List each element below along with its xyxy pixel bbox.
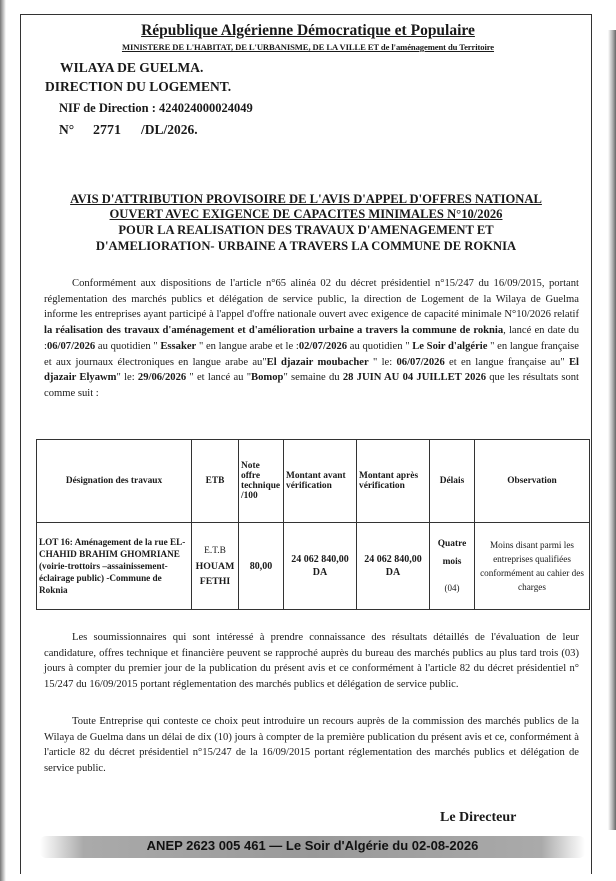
- intro-text-s: " et lancé au ": [186, 372, 252, 384]
- header-montant-apres: Montant après vérification: [357, 440, 430, 523]
- newspaper-essaker: Essaker: [160, 340, 197, 352]
- intro-text-e: au quotidien ": [95, 340, 161, 352]
- intro-date-3: 06/07/2026: [396, 356, 445, 368]
- wilaya-line: WILAYA DE GUELMA.: [60, 60, 204, 75]
- reference-line: [59, 122, 198, 139]
- republic-heading: République Algérienne Démocratique et Populaire: [141, 22, 475, 39]
- intro-text-c: , lancé en date du :: [44, 325, 580, 352]
- footer-publication: ANEP 2623 005 461 — Le Soir d'Algérie du 02-08-2026: [146, 838, 479, 853]
- intro-text-w: que les résultats sont comme suit :: [44, 372, 580, 399]
- header-montant-avant: Montant avant vérification: [284, 440, 357, 523]
- cell-montant-avant: 24 062 840,00 DA: [284, 523, 357, 610]
- notice-title-line-2: OUVERT AVEC EXIGENCE DE CAPACITES MINIMALES N°10/2026: [109, 207, 503, 221]
- intro-text-u: " semaine du: [283, 372, 343, 384]
- intro-text-o: et en langue française au": [444, 356, 569, 368]
- delai-number: (04): [444, 583, 460, 593]
- intro-text-g: " en langue arabe et le :: [196, 340, 299, 352]
- cell-montant-apres: 24 062 840,00 DA: [357, 523, 430, 610]
- header-delais: Délais: [430, 440, 475, 523]
- intro-week: 28 JUIN AU 04 JUILLET 2026: [342, 372, 486, 384]
- header-note: Note offre technique /100: [239, 440, 284, 523]
- table-row: [37, 523, 590, 610]
- delai-unit: mois: [442, 557, 462, 567]
- table-header-row: [37, 440, 590, 523]
- intro-date-1: 06/07/2026: [46, 340, 96, 352]
- cell-delais: [430, 523, 475, 610]
- scan-left-edge: [0, 0, 6, 881]
- etb-name-1: HOUAM: [195, 560, 235, 572]
- reference-number: 2771: [93, 123, 121, 138]
- intro-text-i: au quotidien ": [347, 340, 413, 352]
- etb-prefix: E.T.B: [204, 545, 226, 556]
- ministry-heading: MINISTERE DE L'HABITAT, DE L'URBANISME, DE LA VILLE ET de l'aménagement du Territoire: [121, 42, 495, 52]
- intro-date-4: 29/06/2026: [137, 372, 187, 384]
- intro-text-k: " en langue française et aux journaux électroniques en langue arabe au": [44, 340, 579, 368]
- cell-note: 80,00: [239, 523, 284, 610]
- notice-title-line-4: D'AMELIORATION- URBAINE A TRAVERS LA COMMUNE DE ROKNIA: [95, 239, 517, 253]
- signature-director: Le Directeur: [440, 810, 517, 825]
- newspaper-le-soir: Le Soir d'algérie: [412, 340, 488, 352]
- intro-paragraph: [44, 276, 579, 402]
- cell-etb: [192, 523, 239, 610]
- header-observation: Observation: [475, 440, 590, 523]
- cell-designation: LOT 16: Aménagement de la rue EL-CHAHID BRAHIM GHOMRIANE (voirie-trottoirs –assainissement-éclairage public) -Commune de Roknia: [37, 523, 192, 610]
- newspaper-el-djazair-elyawm: El djazair Elyawm: [44, 356, 579, 384]
- intro-text-m: " le:: [368, 356, 397, 368]
- appeal-paragraph: Toute Entreprise qui conteste ce choix peut introduire un recours auprès de la commission des marchés publics de la Wilaya de Guelma dans un délai de dix (10) jours à compter de la première publication du présent avis et ce, conformément à l'article 82 du décret présidentiel n°15/247 de la 16/09/2015 portant réglementation des marchés publics et délégation de service public.: [44, 716, 579, 775]
- results-table: [36, 439, 590, 610]
- header-etb: ETB: [192, 440, 239, 523]
- consultation-paragraph: Les soumissionnaires qui sont intéressé à prendre connaissance des résultats détaillés de l'évaluation de leur candidature, offres technique et financière peuvent se rapproché auprès du bureau des marchés publics au plus tard trois (03) jours à compter du premier jour de la publication du présent avis et ce conformément à l'article 82 du décret présidentiel n° 15/247 du 16/09/2015 portant réglementation des marchés publics et délégation de service public.: [44, 632, 579, 691]
- notice-title-line-3: POUR LA REALISATION DES TRAVAUX D'AMENAGEMENT ET: [118, 223, 494, 237]
- reference-label: N°: [59, 122, 75, 137]
- cell-observation: Moins disant parmi les entreprises qualifiées conformément au cahier des charges: [475, 523, 590, 610]
- notice-title-line-1: AVIS D'ATTRIBUTION PROVISOIRE DE L'AVIS D'APPEL D'OFFRES NATIONAL: [70, 192, 542, 206]
- delai-word: Quatre: [437, 539, 467, 549]
- reference-suffix: /DL/2026.: [141, 122, 198, 137]
- nif-line: NIF de Direction : 424024000024049: [59, 101, 253, 115]
- direction-line: DIRECTION DU LOGEMENT.: [45, 79, 232, 94]
- intro-subject: la réalisation des travaux d'aménagement et d'amélioration urbaine a travers la commune de roknia: [44, 325, 504, 337]
- intro-text-a: Conformément aux dispositions de l'article n°65 alinéa 02 du décret présidentiel n°15/247 du 16/09/2015, portant réglementation des marchés publics et délégation de service public, la direction de Logement de la Wilaya de Guelma informe les entreprises ayant participé à l'appel d'offre nationale ouvert avec exigence de capacité minimale N°10/2026 relatif: [44, 278, 579, 321]
- newspaper-el-djazair-moubacher: El djazair moubacher: [266, 356, 369, 368]
- header-designation: Désignation des travaux: [37, 440, 192, 523]
- newspaper-bomop: Bomop: [251, 372, 284, 384]
- etb-name-2: FETHI: [199, 575, 231, 587]
- intro-date-2: 02/07/2026: [298, 340, 348, 352]
- intro-text-q: " le:: [116, 372, 138, 384]
- scan-right-edge: [608, 30, 616, 830]
